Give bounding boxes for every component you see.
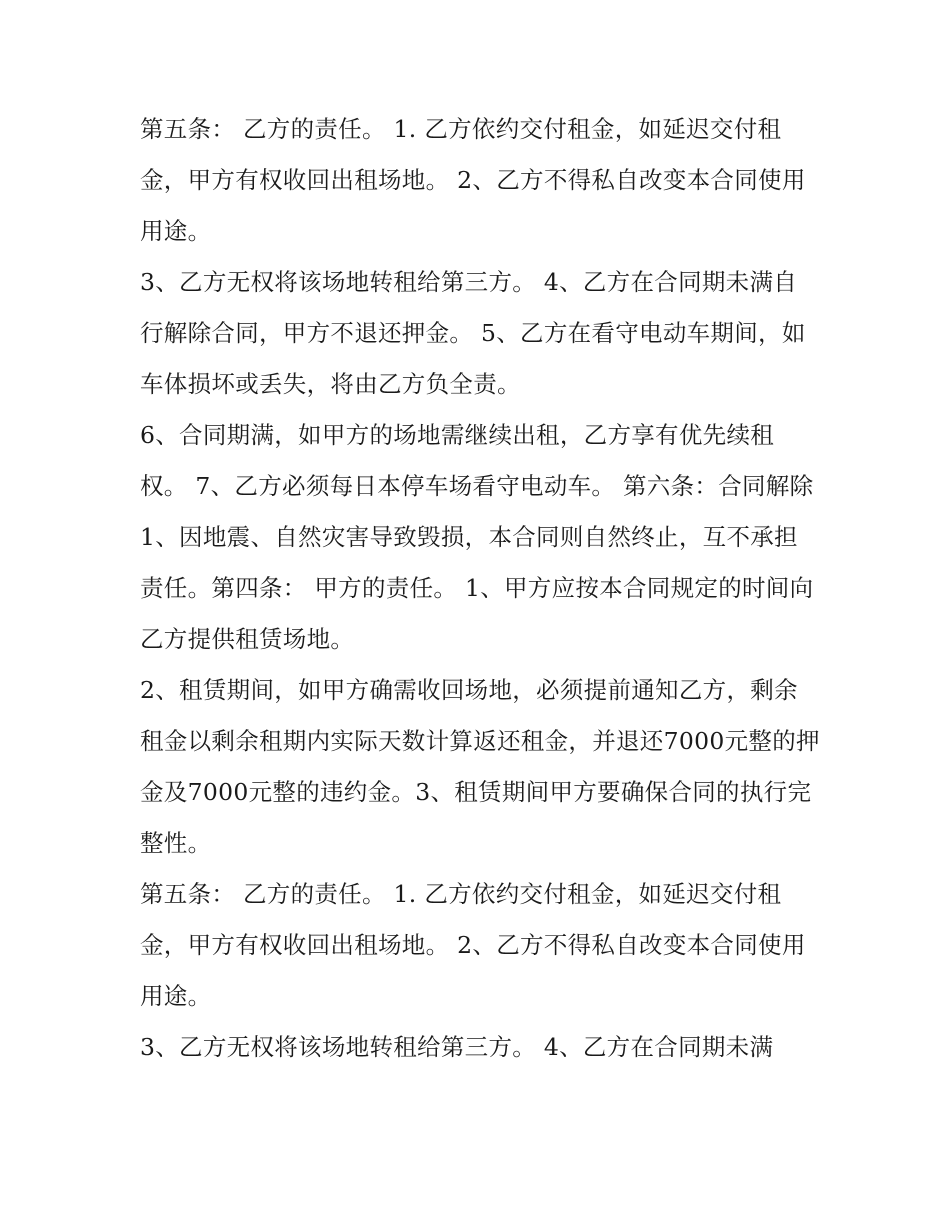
paragraph-article-5: 第五条： 乙方的责任。 1. 乙方依约交付租金，如延迟交付租金，甲方有权收回出租场地。 2、乙方不得私自改变本合同使用用途。 [140, 115, 806, 245]
document-body [140, 104, 820, 1073]
paragraph-article-4: 1、因地震、自然灾害导致毁损，本合同则自然终止，互不承担责任。第四条： 甲方的责任。 1、甲方应按本合同规定的时间向乙方提供租赁场地。 [140, 523, 814, 653]
paragraph-lease-period: 2、租赁期间，如甲方确需收回场地，必须提前通知乙方，剩余租金以剩余租期内实际天数计算返还租金，并退还7000元整的押金及7000元整的违约金。3、租赁期间甲方要确保合同的执行完整性。 [140, 676, 820, 857]
paragraph-article-5-repeat: 第五条： 乙方的责任。 1. 乙方依约交付租金，如延迟交付租金，甲方有权收回出租场地。 2、乙方不得私自改变本合同使用用途。 [140, 880, 806, 1010]
paragraph-clauses-6-7: 6、合同期满，如甲方的场地需继续出租，乙方享有优先续租权。 7、乙方必须每日本停车场看守电动车。 第六条：合同解除 [140, 421, 814, 500]
paragraph-clauses-3-5: 3、乙方无权将该场地转租给第三方。 4、乙方在合同期未满自行解除合同，甲方不退还押金。 5、乙方在看守电动车期间，如车体损坏或丢失，将由乙方负全责。 [140, 268, 806, 398]
paragraph-clauses-3-4-repeat: 3、乙方无权将该场地转租给第三方。 4、乙方在合同期未满 [140, 1033, 774, 1061]
